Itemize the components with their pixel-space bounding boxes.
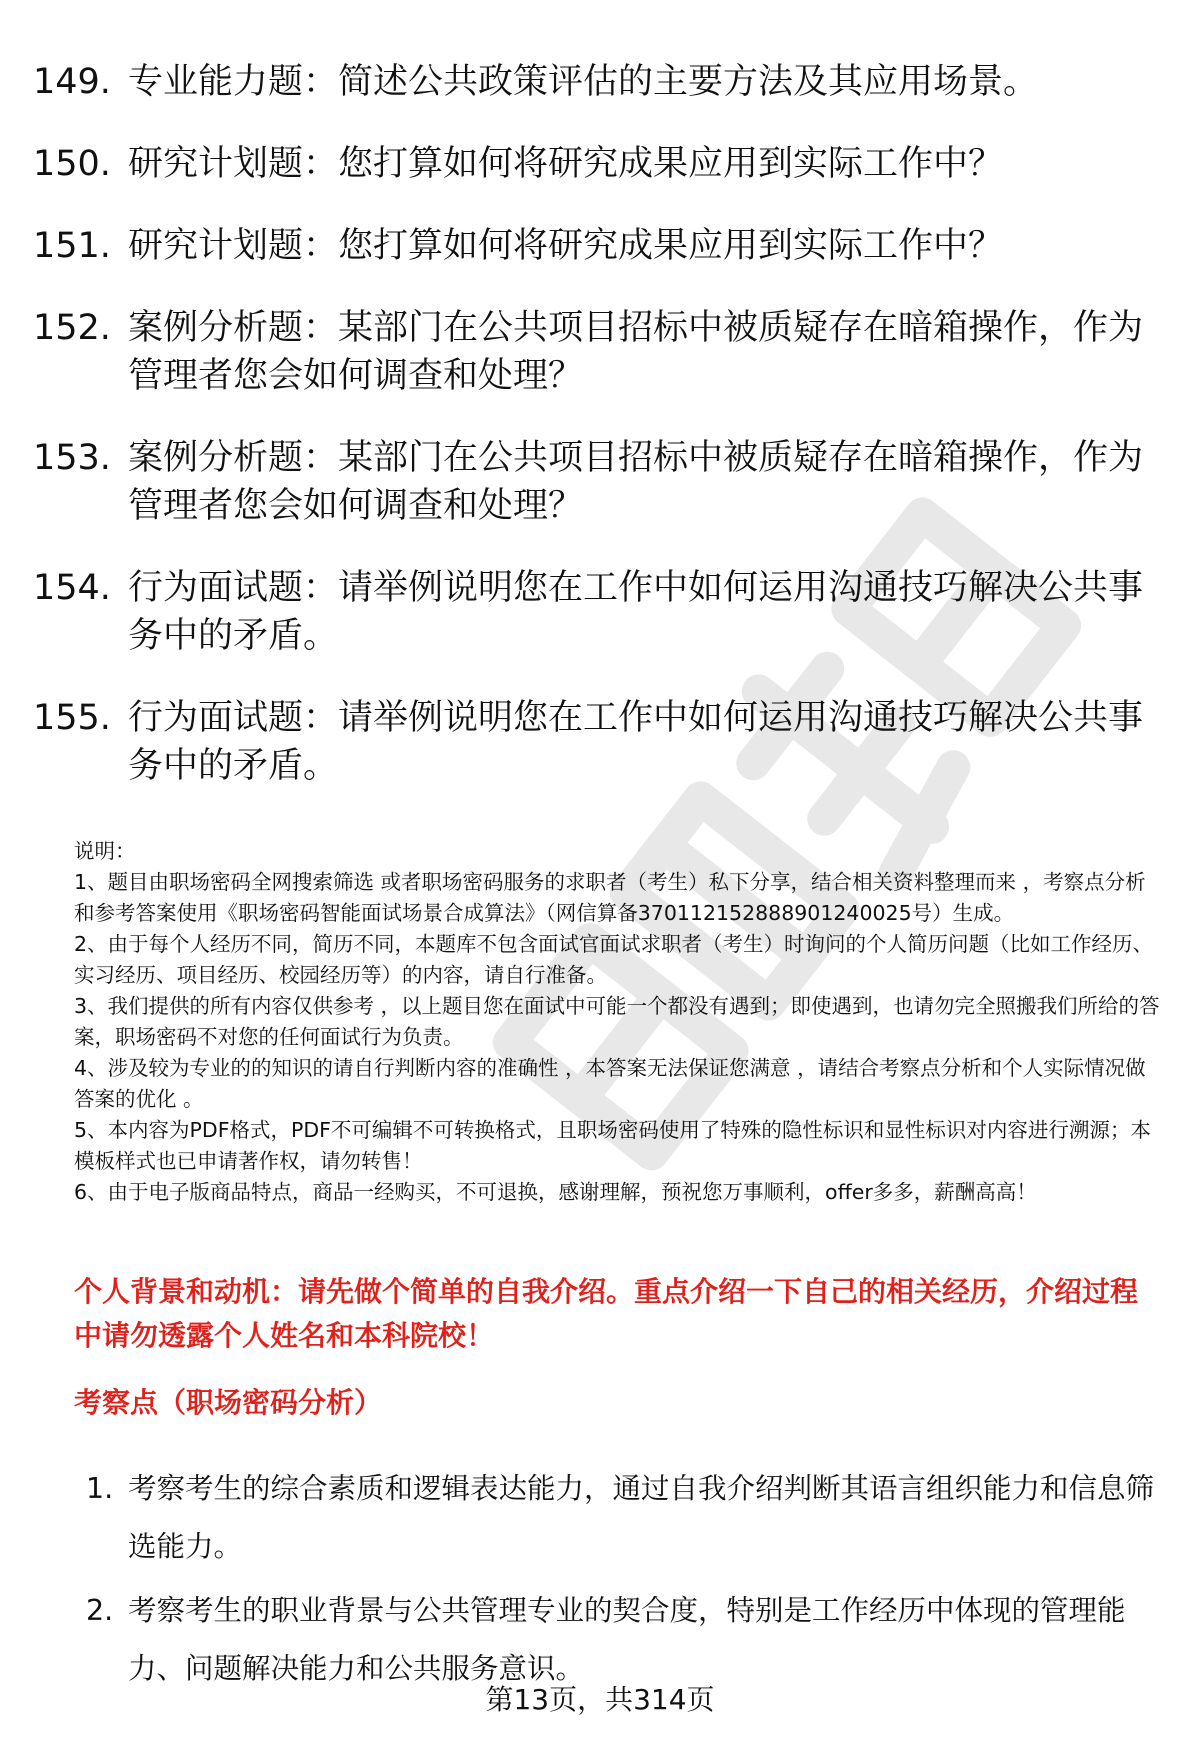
- note-item: 4、涉及较为专业的的知识的请自行判断内容的准确性 ，本答案无法保证您满意 ，请结合考察点分析和个人实际情况做答案的优化 。: [74, 1056, 1146, 1111]
- note-item: 5、本内容为PDF格式，PDF不可编辑不可转换格式，且职场密码使用了特殊的隐性标识和显性标识对内容进行溯源；本模板样式也已申请著作权，请勿转售！: [74, 1118, 1151, 1173]
- point-number: 2.: [86, 1594, 114, 1627]
- section-subheading: 考察点（职场密码分析）: [74, 1386, 383, 1419]
- point-number: 1.: [86, 1472, 114, 1505]
- question-number: 153.: [33, 438, 111, 478]
- question-item: [33, 58, 1143, 106]
- question-list: [33, 58, 1143, 824]
- question-text: 行为面试题：请举例说明您在工作中如何运用沟通技巧解决公共事务中的矛盾。: [128, 568, 1144, 656]
- question-number: 152.: [33, 308, 111, 348]
- question-number: 150.: [33, 144, 111, 184]
- question-item: [33, 434, 1143, 530]
- question-text: 行为面试题：请举例说明您在工作中如何运用沟通技巧解决公共事务中的矛盾。: [128, 698, 1144, 786]
- question-item: [33, 694, 1143, 790]
- page-footer: 第13页，共314页: [485, 1683, 715, 1716]
- note-item: 1、题目由职场密码全网搜索筛选 或者职场密码服务的求职者（考生）私下分享，结合相关资料整理而来 ，考察点分析和参考答案使用《职场密码智能面试场景合成算法》（网信算备370112152888901240025号）生成。: [74, 870, 1146, 925]
- question-number: 149.: [33, 62, 111, 102]
- question-item: [33, 564, 1143, 660]
- question-text: 专业能力题：简述公共政策评估的主要方法及其应用场景。: [128, 62, 1039, 102]
- question-text: 研究计划题：您打算如何将研究成果应用到实际工作中？: [128, 144, 1004, 184]
- point-text: 考察考生的综合素质和逻辑表达能力，通过自我介绍判断其语言组织能力和信息筛选能力。: [128, 1472, 1155, 1563]
- analysis-point: [86, 1460, 1156, 1576]
- question-item: [33, 304, 1143, 400]
- question-text: 案例分析题：某部门在公共项目招标中被质疑存在暗箱操作，作为管理者您会如何调查和处理？: [128, 308, 1144, 396]
- note-item: 2、由于每个人经历不同，简历不同，本题库不包含面试官面试求职者（考生）时询问的个人简历问题（比如工作经历、实习经历、项目经历、校园经历等）的内容，请自行准备。: [74, 932, 1154, 987]
- question-text: 研究计划题：您打算如何将研究成果应用到实际工作中？: [128, 226, 1004, 266]
- analysis-points: [86, 1460, 1156, 1704]
- note-item: 3、我们提供的所有内容仅供参考 ，以上题目您在面试中可能一个都没有遇到；即使遇到，也请勿完全照搬我们所给的答案，职场密码不对您的任何面试行为负责。: [74, 994, 1160, 1049]
- question-number: 155.: [33, 698, 111, 738]
- question-item: [33, 140, 1143, 188]
- notes-section: [74, 836, 1164, 1208]
- point-text: 考察考生的职业背景与公共管理专业的契合度，特别是工作经历中体现的管理能力、问题解决能力和公共服务意识。: [128, 1594, 1126, 1685]
- question-item: [33, 222, 1143, 270]
- question-number: 154.: [33, 568, 111, 608]
- question-number: 151.: [33, 226, 111, 266]
- notes-title: 说明：: [74, 839, 136, 863]
- question-text: 案例分析题：某部门在公共项目招标中被质疑存在暗箱操作，作为管理者您会如何调查和处理？: [128, 438, 1144, 526]
- section-heading: 个人背景和动机：请先做个简单的自我介绍。重点介绍一下自己的相关经历，介绍过程中请勿透露个人姓名和本科院校！: [74, 1275, 1139, 1352]
- note-item: 6、由于电子版商品特点，商品一经购买，不可退换，感谢理解，预祝您万事顺利，offer多多，薪酬高高！: [74, 1180, 1037, 1204]
